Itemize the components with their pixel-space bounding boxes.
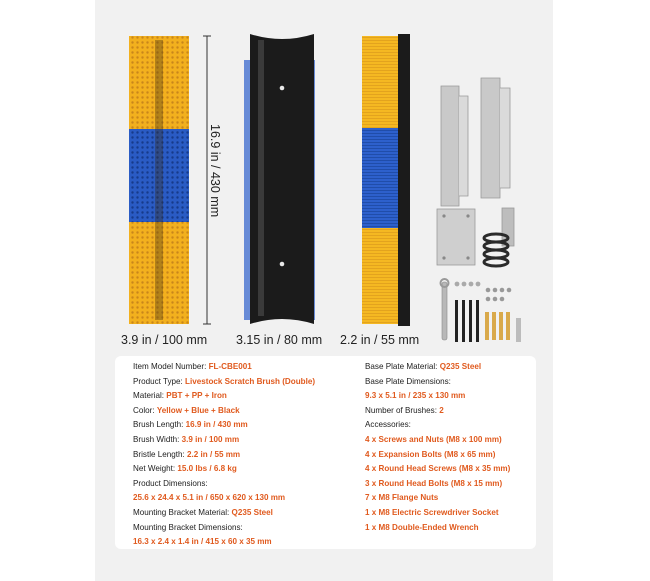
spec-row: 4 x Expansion Bolts (M8 x 65 mm) — [365, 449, 496, 459]
spec-row: 16.3 x 2.4 x 1.4 in / 415 x 60 x 35 mm — [133, 537, 272, 547]
spec-row: Item Model Number: FL-CBE001 — [133, 362, 252, 371]
spec-row: Mounting Bracket Material: Q235 Steel — [133, 507, 273, 517]
spec-row: Product Type: Livestock Scratch Brush (Double) — [133, 376, 316, 386]
spec-row: Accessories: — [365, 420, 411, 430]
spec-row: Base Plate Dimensions: — [365, 376, 451, 386]
spec-row: Brush Width: 3.9 in / 100 mm — [133, 434, 240, 444]
length-label: 16.9 in / 430 mm — [208, 124, 222, 218]
spec-row: Product Dimensions: — [133, 478, 208, 488]
mounting-brackets — [441, 78, 510, 206]
spec-row: 9.3 x 5.1 in / 235 x 130 mm — [365, 391, 466, 401]
back-width-label: 3.15 in / 80 mm — [236, 333, 323, 347]
brush-front-view — [129, 36, 189, 324]
spec-row: Bristle Length: 2.2 in / 55 mm — [133, 449, 241, 459]
specifications-card — [115, 356, 536, 549]
accessories — [441, 279, 522, 342]
spec-row: 7 x M8 Flange Nuts — [365, 493, 439, 503]
spec-row: 1 x M8 Electric Screwdriver Socket — [365, 507, 499, 517]
spec-row: 4 x Screws and Nuts (M8 x 100 mm) — [365, 434, 502, 444]
spec-row: Net Weight: 15.0 lbs / 6.8 kg — [133, 464, 237, 474]
spec-row: Base Plate Material: Q235 Steel — [365, 362, 482, 371]
spec-row: 3 x Round Head Bolts (M8 x 15 mm) — [365, 478, 503, 488]
brush-side-view — [362, 34, 410, 326]
spec-row: Number of Brushes: 2 — [365, 405, 444, 415]
spec-row: Color: Yellow + Blue + Black — [133, 405, 240, 415]
spec-row: Brush Length: 16.9 in / 430 mm — [133, 420, 248, 430]
spec-row: 1 x M8 Double-Ended Wrench — [365, 522, 479, 532]
spec-row: Mounting Bracket Dimensions: — [133, 522, 243, 532]
brush-width-label: 3.9 in / 100 mm — [121, 333, 208, 347]
spec-row: 4 x Round Head Screws (M8 x 35 mm) — [365, 464, 511, 474]
spec-row: 25.6 x 24.4 x 5.1 in / 650 x 620 x 130 mm — [133, 493, 286, 503]
specs-left-column — [133, 360, 353, 550]
bristle-length-label: 2.2 in / 55 mm — [340, 333, 420, 347]
spec-row: Material: PBT + PP + Iron — [133, 391, 227, 401]
base-plate-and-spring — [437, 208, 514, 266]
specs-right-column — [365, 360, 535, 535]
brush-back-view — [244, 34, 315, 324]
